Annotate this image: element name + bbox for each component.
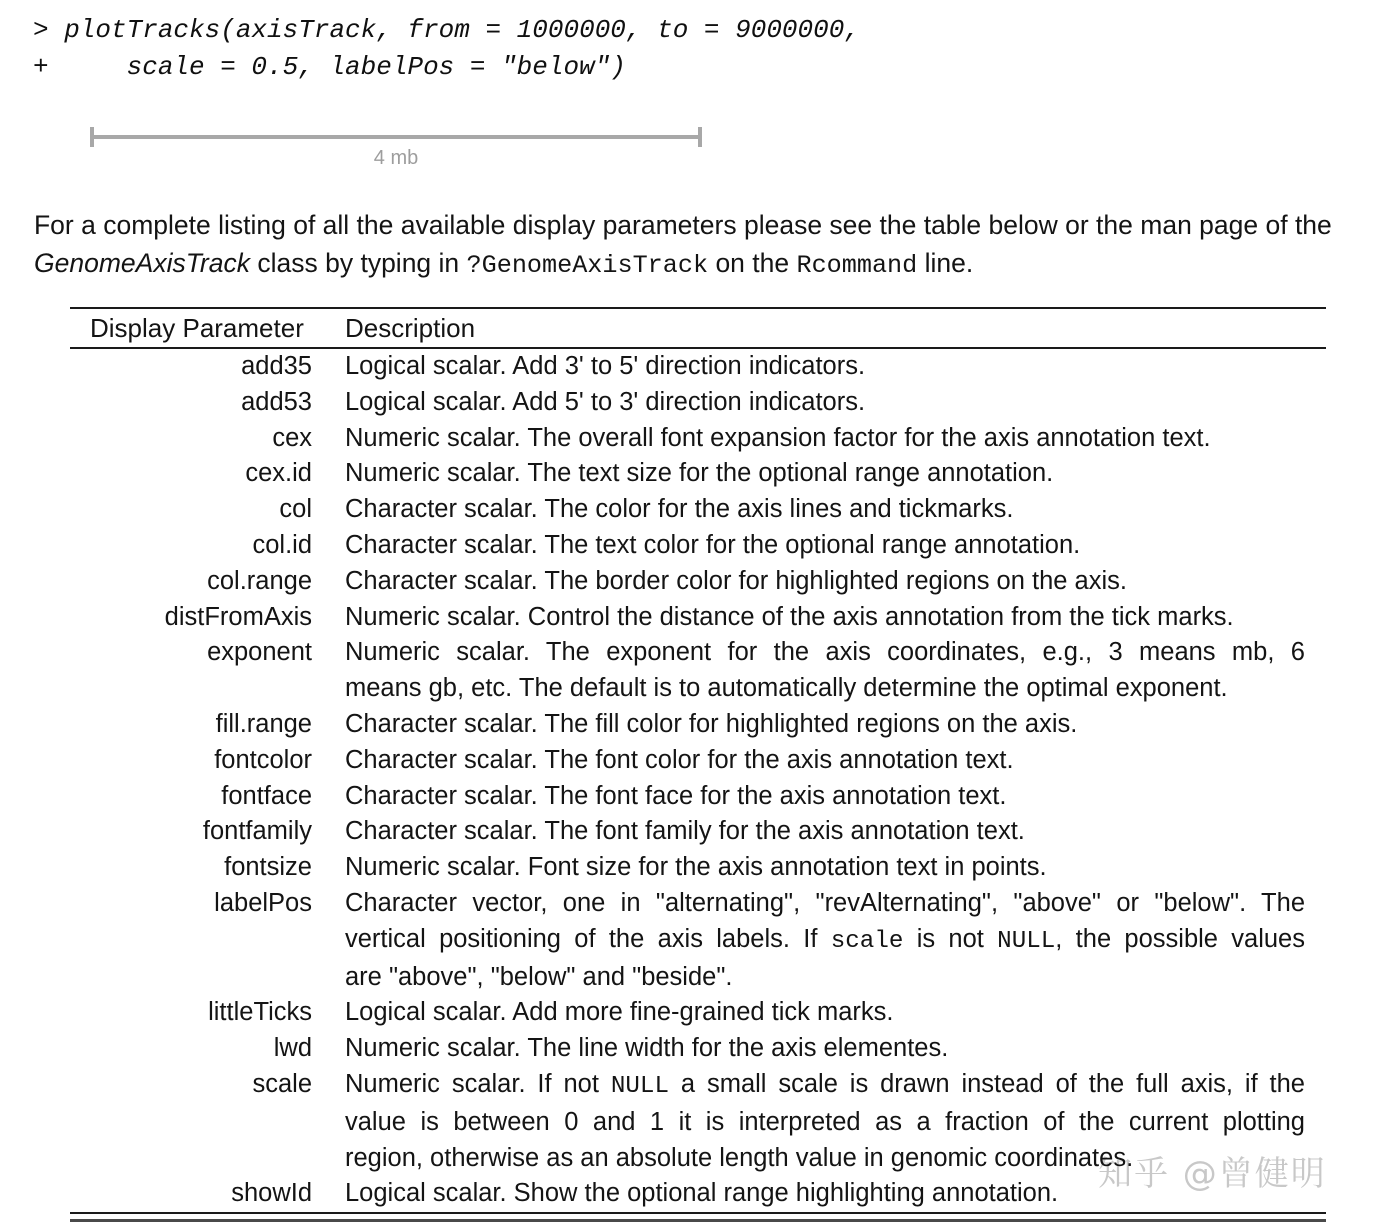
description-line	[345, 1176, 1305, 1212]
description-line	[345, 671, 1305, 707]
description-line	[345, 1141, 1305, 1177]
table-header-row	[70, 309, 1326, 347]
description-line	[345, 1031, 1305, 1067]
table-row	[70, 564, 1326, 600]
description-line	[345, 886, 1305, 922]
table-row	[70, 779, 1326, 815]
genome-axis-scale-bar	[90, 120, 702, 172]
table-row	[70, 421, 1326, 457]
description-cell	[345, 1031, 1305, 1067]
description-line	[345, 456, 1305, 492]
scale-bar-label: 4 mb	[373, 147, 419, 169]
table-row	[70, 635, 1326, 707]
param-cell: add53	[241, 387, 312, 416]
scale-bar-left-tick	[90, 127, 94, 147]
text-segment: NULL	[610, 1072, 669, 1100]
description-line	[345, 707, 1305, 743]
table-row	[70, 743, 1326, 779]
text-segment: Numeric scalar. The line width for the axis elementes.	[345, 1034, 949, 1063]
param-cell: fontcolor	[214, 745, 312, 774]
param-cell: cex	[272, 423, 312, 452]
text-segment: Character scalar. The font family for the axis annotation text.	[345, 817, 1025, 846]
description-cell	[345, 635, 1305, 707]
code-line: > plotTracks(axisTrack, from = 1000000, to = 9000000,	[33, 15, 860, 45]
param-cell: fontfamily	[202, 817, 312, 846]
scale-bar-line	[90, 135, 702, 139]
text-segment: Logical scalar. Add 5' to 3' direction indicators.	[345, 387, 866, 416]
table-row	[70, 1067, 1326, 1176]
description-cell	[345, 385, 1305, 421]
paragraph-line	[34, 245, 1332, 285]
description-cell	[345, 600, 1305, 636]
text-segment: vertical positioning of the axis labels. If	[345, 924, 831, 953]
text-segment: Numeric scalar. The text size for the optional range annotation.	[345, 459, 1054, 488]
table-row	[70, 600, 1326, 636]
description-cell	[345, 1176, 1305, 1212]
description-line	[345, 814, 1305, 850]
description-line	[345, 779, 1305, 815]
text-segment: GenomeAxisTrack	[34, 247, 250, 278]
table-row	[70, 385, 1326, 421]
param-cell: showId	[231, 1179, 312, 1208]
zhihu-watermark: 知乎 @曾健明	[1098, 1154, 1327, 1194]
description-cell	[345, 492, 1305, 528]
text-segment: are "above", "below" and "beside".	[345, 962, 733, 991]
description-line	[345, 600, 1305, 636]
param-cell: littleTicks	[208, 998, 312, 1027]
description-line	[345, 1105, 1305, 1141]
text-segment: scale	[830, 927, 904, 955]
param-cell: add35	[241, 352, 312, 380]
description-line	[345, 995, 1305, 1031]
text-segment: a small scale is drawn instead of the full axis, if the	[668, 1069, 1305, 1098]
text-segment: Character scalar. The fill color for highlighted regions on the axis.	[345, 709, 1078, 738]
description-line	[345, 922, 1305, 960]
text-segment: Character scalar. The border color for highlighted regions on the axis.	[345, 566, 1127, 595]
param-cell: scale	[252, 1069, 312, 1098]
r-code-block	[33, 12, 860, 86]
param-cell: cex.id	[245, 459, 312, 488]
text-segment: Numeric scalar. The exponent for the axis coordinates, e.g., 3 means mb, 6	[345, 638, 1305, 667]
text-segment: Character scalar. The font color for the axis annotation text.	[345, 745, 1014, 774]
table-row	[70, 528, 1326, 564]
table-row	[70, 995, 1326, 1031]
description-line	[345, 385, 1305, 421]
description-line	[345, 850, 1305, 886]
text-segment: Character scalar. The font face for the axis annotation text.	[345, 781, 1007, 810]
table-row	[70, 814, 1326, 850]
description-line	[345, 564, 1305, 600]
header-display-parameter: Display Parameter	[90, 313, 304, 343]
text-segment: Numeric scalar. The overall font expansion factor for the axis annotation text.	[345, 423, 1211, 452]
param-cell: col.id	[252, 530, 312, 559]
table-row	[70, 492, 1326, 528]
text-segment: , the possible values	[1055, 924, 1305, 953]
param-cell: fill.range	[215, 709, 312, 738]
text-segment: Numeric scalar. If not	[345, 1069, 611, 1098]
table-body	[70, 349, 1326, 1212]
param-cell: col	[279, 495, 312, 524]
text-segment: Character scalar. The color for the axis lines and tickmarks.	[345, 495, 1014, 524]
description-cell	[345, 886, 1305, 995]
table-row	[70, 1031, 1326, 1067]
param-cell: lwd	[273, 1034, 312, 1063]
description-cell	[345, 349, 1305, 385]
param-cell: exponent	[207, 638, 312, 667]
description-line	[345, 635, 1305, 671]
table-bottom-rule-2	[70, 1219, 1326, 1222]
text-segment: on the	[708, 247, 797, 278]
text-segment: ?GenomeAxisTrack	[466, 250, 709, 280]
description-cell	[345, 995, 1305, 1031]
text-segment: Numeric scalar. Control the distance of the axis annotation from the tick marks.	[345, 602, 1234, 631]
text-segment: Numeric scalar. Font size for the axis annotation text in points.	[345, 853, 1047, 882]
text-segment: Logical scalar. Show the optional range highlighting annotation.	[345, 1179, 1059, 1208]
table-row	[70, 707, 1326, 743]
param-cell: labelPos	[214, 888, 312, 917]
text-segment: class by typing in	[250, 247, 467, 278]
description-line	[345, 421, 1305, 457]
description-cell	[345, 528, 1305, 564]
description-line	[345, 528, 1305, 564]
text-segment: is not	[903, 924, 998, 953]
text-segment: line.	[917, 247, 974, 278]
table-row	[70, 349, 1326, 385]
description-cell	[345, 850, 1305, 886]
text-segment: Character scalar. The text color for the optional range annotation.	[345, 530, 1081, 559]
table-row	[70, 1176, 1326, 1212]
code-line: + scale = 0.5, labelPos = "below")	[33, 52, 626, 82]
param-cell: fontsize	[224, 853, 312, 882]
text-segment: Rcommand	[796, 250, 918, 280]
paragraph-line	[34, 207, 1332, 245]
table-row	[70, 456, 1326, 492]
header-description: Description	[345, 313, 476, 343]
description-line	[345, 492, 1305, 528]
text-segment: Logical scalar. Add 3' to 5' direction indicators.	[345, 352, 866, 380]
text-segment: NULL	[997, 927, 1056, 955]
text-segment: value is between 0 and 1 it is interpreted as a fraction of the current plotting	[345, 1107, 1305, 1136]
description-cell	[345, 456, 1305, 492]
description-cell	[345, 707, 1305, 743]
description-line	[345, 743, 1305, 779]
param-cell: distFromAxis	[164, 602, 312, 631]
description-line	[345, 1067, 1305, 1105]
table-row	[70, 850, 1326, 886]
text-segment: Character vector, one in "alternating", "revAlternating", "above" or "below". The	[345, 888, 1305, 917]
description-cell	[345, 564, 1305, 600]
description-cell	[345, 743, 1305, 779]
description-line	[345, 960, 1305, 996]
text-segment: region, otherwise as an absolute length value in genomic coordinates.	[345, 1143, 1134, 1172]
param-cell: fontface	[221, 781, 312, 810]
description-cell	[345, 421, 1305, 457]
description-cell	[345, 779, 1305, 815]
text-segment: For a complete listing of all the available display parameters please see the table below or the man page of the	[34, 210, 1332, 240]
description-line	[345, 349, 1305, 385]
text-segment: means gb, etc. The default is to automatically determine the optimal exponent.	[345, 674, 1228, 703]
description-cell	[345, 1067, 1305, 1176]
display-parameters-table	[70, 307, 1326, 1222]
text-segment: Logical scalar. Add more fine-grained tick marks.	[345, 998, 894, 1027]
intro-paragraph	[34, 207, 1332, 284]
table-row	[70, 886, 1326, 995]
description-cell	[345, 814, 1305, 850]
param-cell: col.range	[207, 566, 312, 595]
scale-bar-right-tick	[698, 127, 702, 147]
